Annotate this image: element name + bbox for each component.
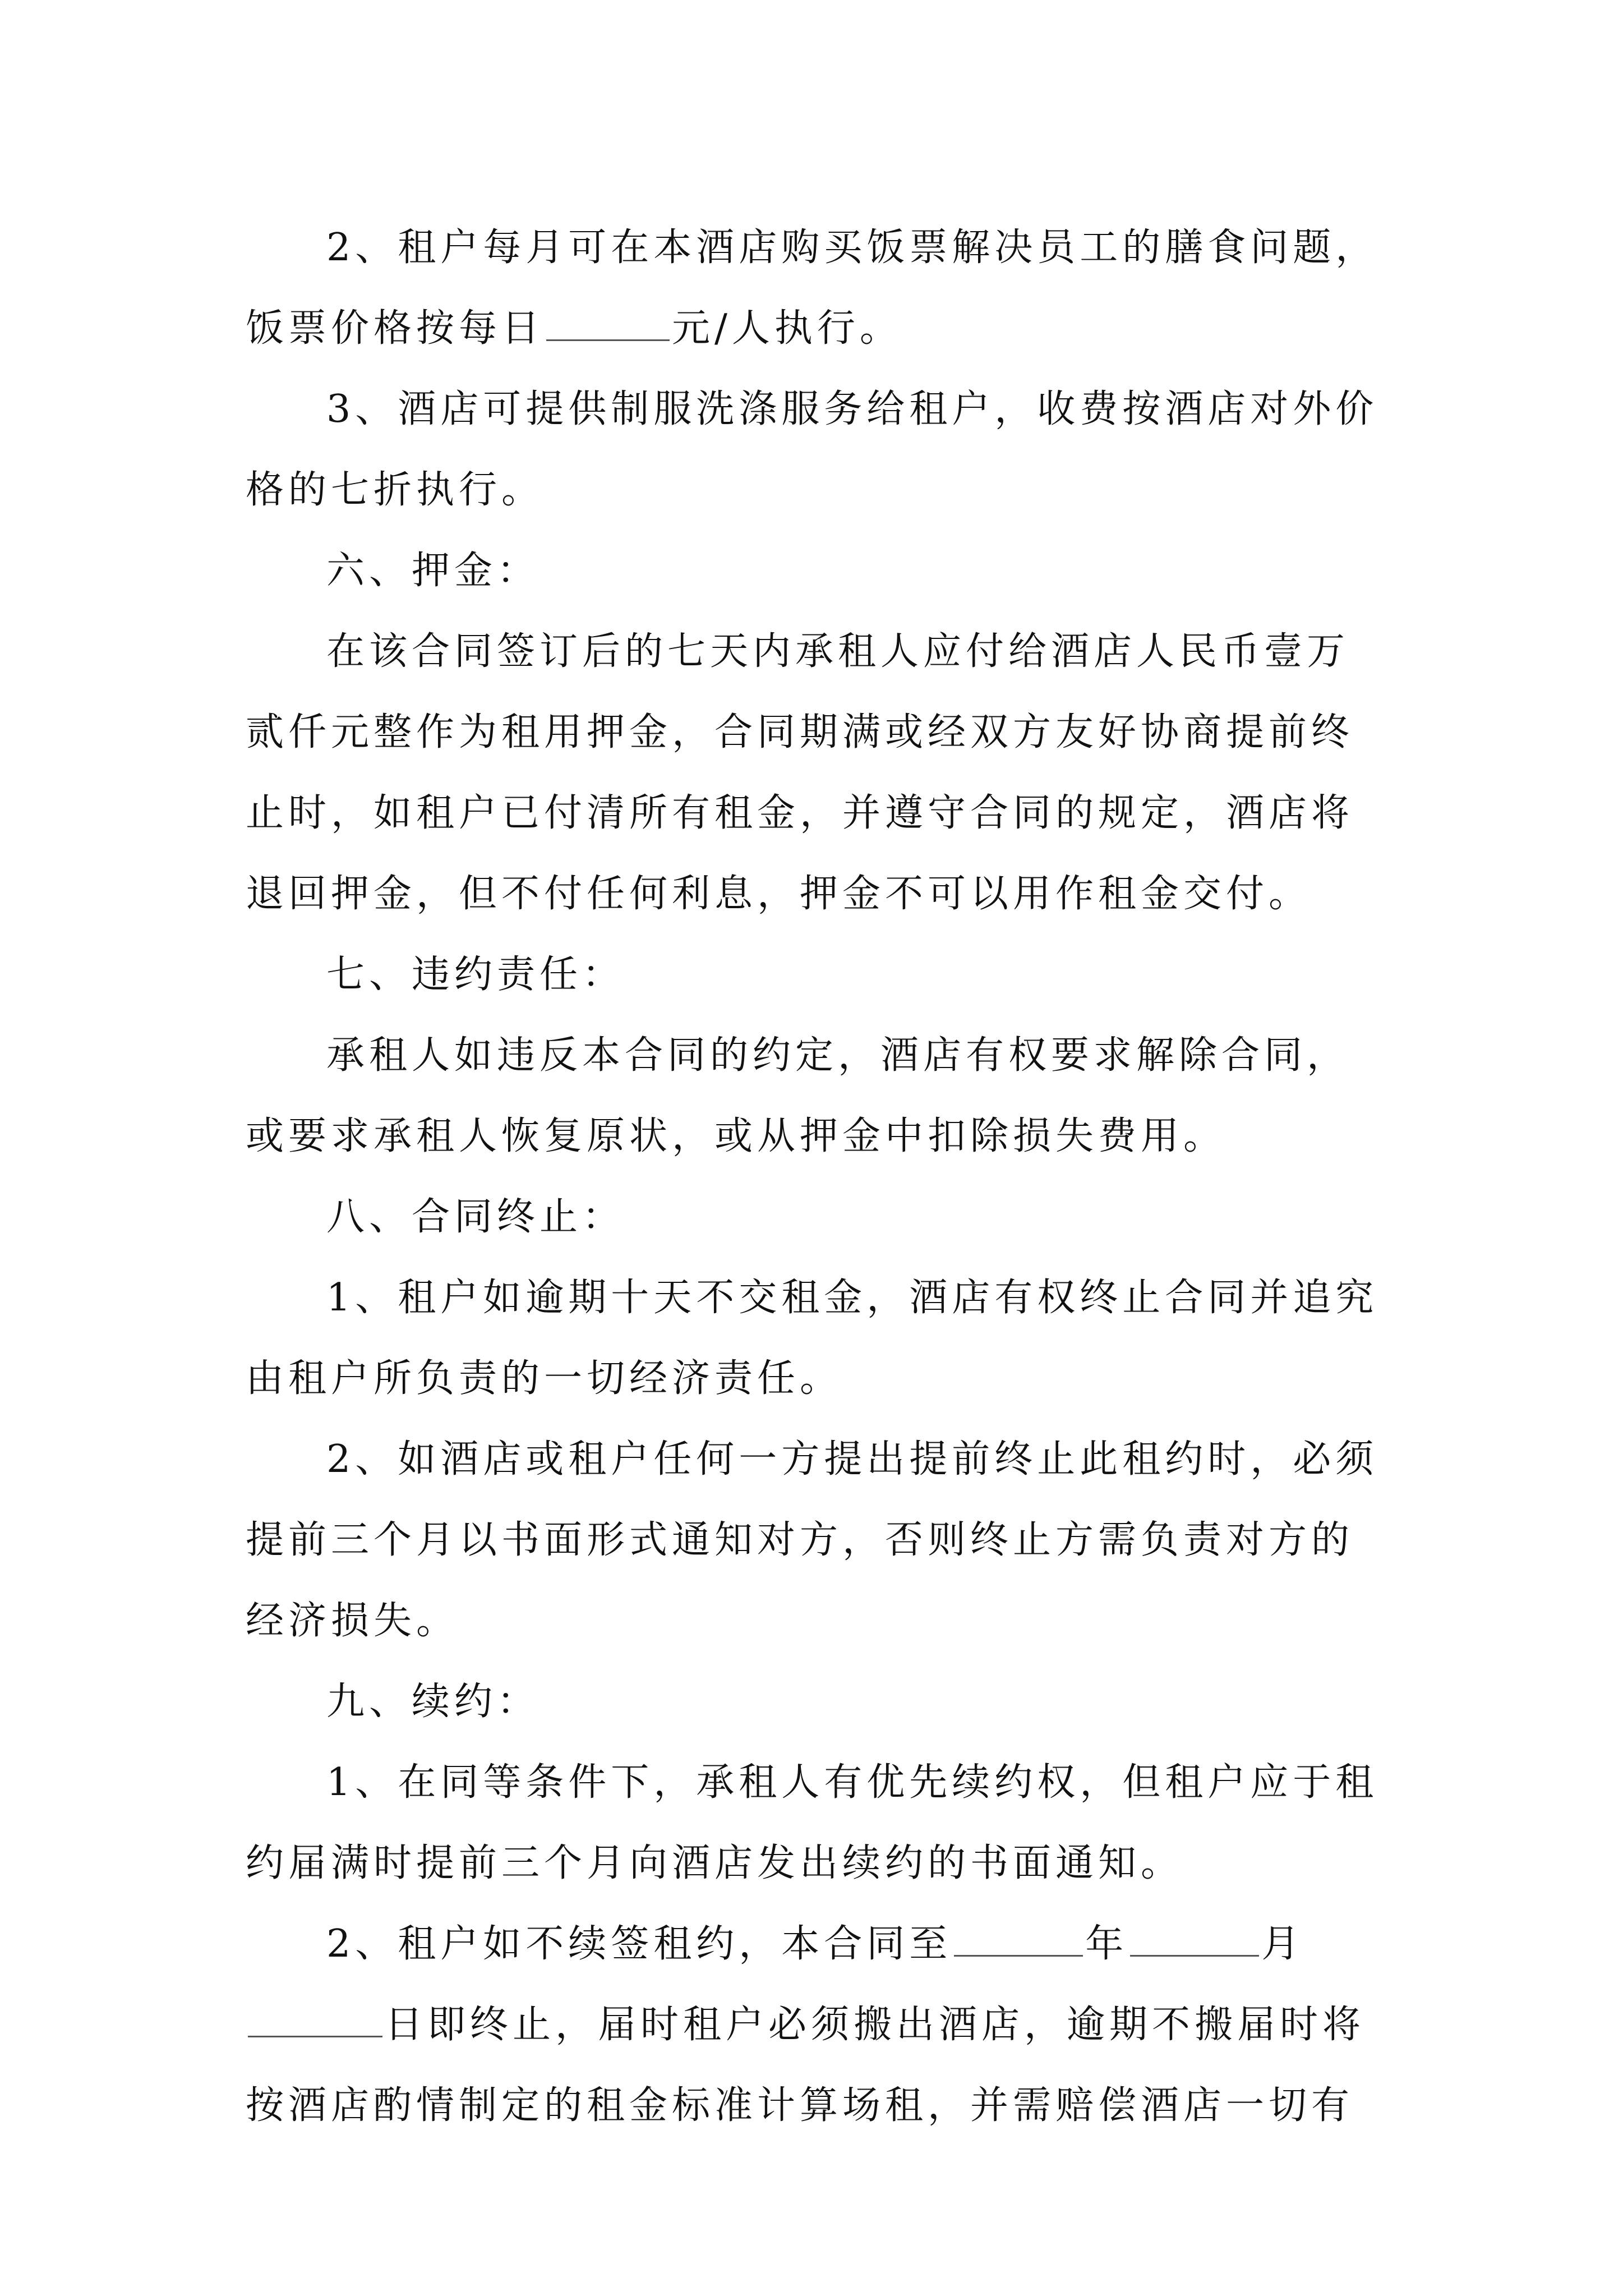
paragraph-termination-1: 1、租户如逾期十天不交租金，酒店有权终止合同并追究由租户所负责的一切经济责任。 [246, 1276, 1378, 1401]
paragraph-breach: 承租人如违反本合同的约定，酒店有权要求解除合同，或要求承租人恢复原状，或从押金中扣除损失费用。 [246, 1033, 1350, 1158]
paragraph-meal-tickets [246, 208, 1378, 369]
blank-day [248, 2002, 382, 2037]
paragraph-deposit: 在该合同签订后的七天内承租人应付给酒店人民币壹万贰仟元整作为租用押金，合同期满或经双方友好协商提前终止时，如租户已付清所有租金，并遵守合同的规定，酒店将退回押金，但不付任何利息，押金不可以用作租金交付。 [246, 629, 1354, 916]
year-label: 年 [1085, 1922, 1128, 1966]
section-heading-breach: 七、违约责任： [326, 953, 625, 997]
document-body [246, 208, 1378, 2146]
meal-tickets-text-end: 元/人执行。 [672, 306, 902, 351]
blank-meal-price [546, 306, 670, 341]
blank-month [1130, 1921, 1259, 1957]
section-heading-renewal: 九、续约： [326, 1680, 540, 1724]
section-heading-termination: 八、合同终止： [326, 1195, 625, 1239]
paragraph-renewal-2 [246, 1904, 1378, 2146]
blank-year [954, 1921, 1083, 1957]
paragraph-uniform-washing: 3、酒店可提供制服洗涤服务给租户，收费按酒店对外价格的七折执行。 [246, 387, 1378, 512]
paragraph-renewal-1: 1、在同等条件下，承租人有优先续约权，但租户应于租约届满时提前三个月向酒店发出续约的书面通知。 [246, 1760, 1378, 1885]
renewal-text-start: 2、租户如不续签租约，本合同至 [326, 1922, 952, 1966]
paragraph-termination-2: 2、如酒店或租户任何一方提出提前终止此租约时，必须提前三个月以书面形式通知对方，否则终止方需负责对方的经济损失。 [246, 1437, 1378, 1643]
month-label: 月 [1261, 1922, 1304, 1966]
renewal-text-end: 日即终止，届时租户必须搬出酒店，逾期不搬届时将按酒店酌情制定的租金标准计算场租，并需赔偿酒店一切有 [246, 2003, 1366, 2128]
section-heading-deposit: 六、押金： [326, 549, 540, 593]
meal-tickets-text: 2、租户每月可在本酒店购买饭票解决员工的膳食问题，饭票价格按每日 [246, 226, 1378, 351]
